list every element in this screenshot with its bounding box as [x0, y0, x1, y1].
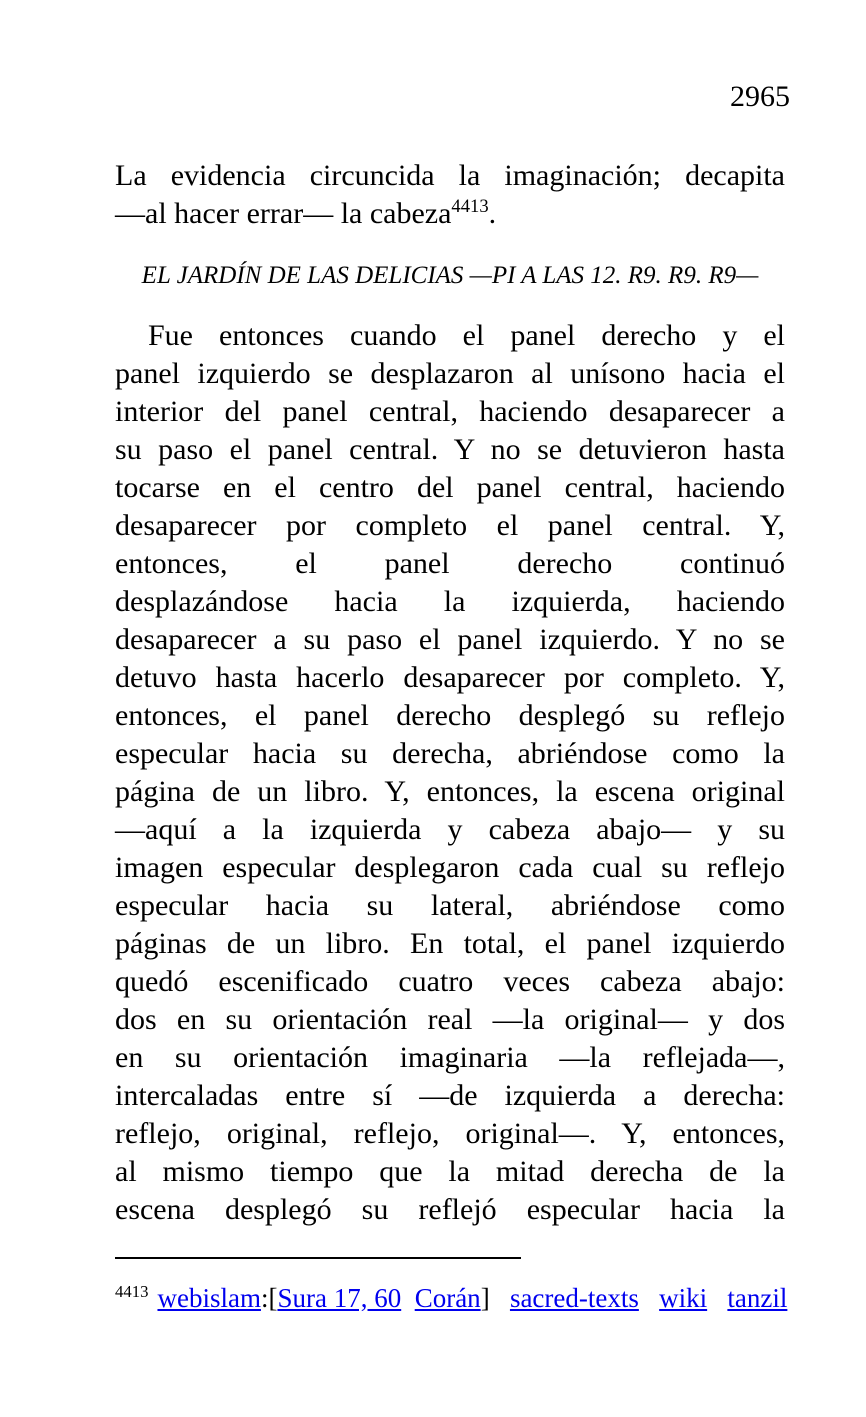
body-line: imagen especular desplegaron cada cual su reflejo	[115, 851, 785, 884]
footnote-text-gap	[639, 1283, 659, 1313]
body-line: al mismo tiempo que la mitad derecha de la	[115, 1155, 785, 1188]
footnote-link-webislam[interactable]: webislam	[157, 1283, 261, 1313]
body-line: detuvo hasta hacerlo desaparecer por completo. Y,	[115, 661, 785, 694]
body-paragraph	[115, 317, 785, 1229]
footnote-link-wiki[interactable]: wiki	[659, 1283, 708, 1313]
footnote-link-tanzil[interactable]: tanzil	[727, 1283, 788, 1313]
body-line: desaparecer a su paso el panel izquierdo. Y no se	[115, 623, 785, 656]
body-line: —aquí a la izquierda y cabeza abajo— y su	[115, 813, 785, 846]
footnote	[115, 1281, 795, 1315]
body-line: especular hacia su derecha, abriéndose como la	[115, 737, 785, 770]
footnote-separator	[115, 1257, 521, 1259]
intro-line-text: —al hacer errar— la cabeza	[115, 197, 452, 230]
body-line: reflejo, original, reflejo, original—. Y, entonces,	[115, 1117, 785, 1150]
footnote-link-sura-17-60[interactable]: Sura 17, 60	[277, 1283, 402, 1313]
body-line: panel izquierdo se desplazaron al unísono hacia el	[115, 357, 785, 390]
body-line: interior del panel central, haciendo desaparecer a	[115, 395, 785, 428]
footnote-text-gap	[707, 1283, 727, 1313]
body-line: su paso el panel central. Y no se detuvieron hasta	[115, 433, 785, 466]
footnote-link-coran[interactable]: Corán	[414, 1283, 481, 1313]
footnote-link-sacred-texts[interactable]: sacred-texts	[509, 1283, 639, 1313]
body-line: en su orientación imaginaria —la reflejada—,	[115, 1041, 785, 1074]
body-line: intercaladas entre sí —de izquierda a derecha:	[115, 1079, 785, 1112]
footnote-content	[157, 1283, 787, 1313]
body-line: entonces, el panel derecho desplegó su reflejo	[115, 699, 785, 732]
page-number: 2965	[730, 80, 790, 113]
intro-paragraph	[115, 157, 785, 233]
footnote-ref: 4413	[451, 196, 489, 217]
body-line: escena desplegó su reflejó especular hacia la	[115, 1193, 785, 1226]
footnote-text-gap	[401, 1283, 415, 1313]
footnote-number: 4413	[115, 1282, 149, 1301]
intro-line: La evidencia circuncida la imaginación; decapita	[115, 159, 785, 192]
body-line: Fue entonces cuando el panel derecho y el	[148, 319, 785, 352]
body-line: desplazándose hacia la izquierda, haciendo	[115, 585, 785, 618]
body-line: tocarse en el centro del panel central, haciendo	[115, 471, 785, 504]
footnote-text-close-bracket: ]	[480, 1283, 510, 1313]
body-line: entonces, el panel derecho continuó	[115, 547, 785, 580]
intro-line	[115, 195, 785, 233]
body-line: desaparecer por completo el panel central. Y,	[115, 509, 785, 542]
body-line: páginas de un libro. En total, el panel izquierdo	[115, 927, 785, 960]
footnote-text-colon-bracket: :[	[260, 1283, 278, 1313]
section-heading: EL JARDÍN DE LAS DELICIAS —PI A LAS 12. R9. R9. R9—	[141, 262, 759, 289]
body-line: quedó escenificado cuatro veces cabeza abajo:	[115, 965, 785, 998]
body-line: página de un libro. Y, entonces, la escena original	[115, 775, 785, 808]
body-line: dos en su orientación real —la original— y dos	[115, 1003, 785, 1036]
intro-line-punct: .	[488, 197, 497, 230]
body-line: especular hacia su lateral, abriéndose como	[115, 889, 785, 922]
